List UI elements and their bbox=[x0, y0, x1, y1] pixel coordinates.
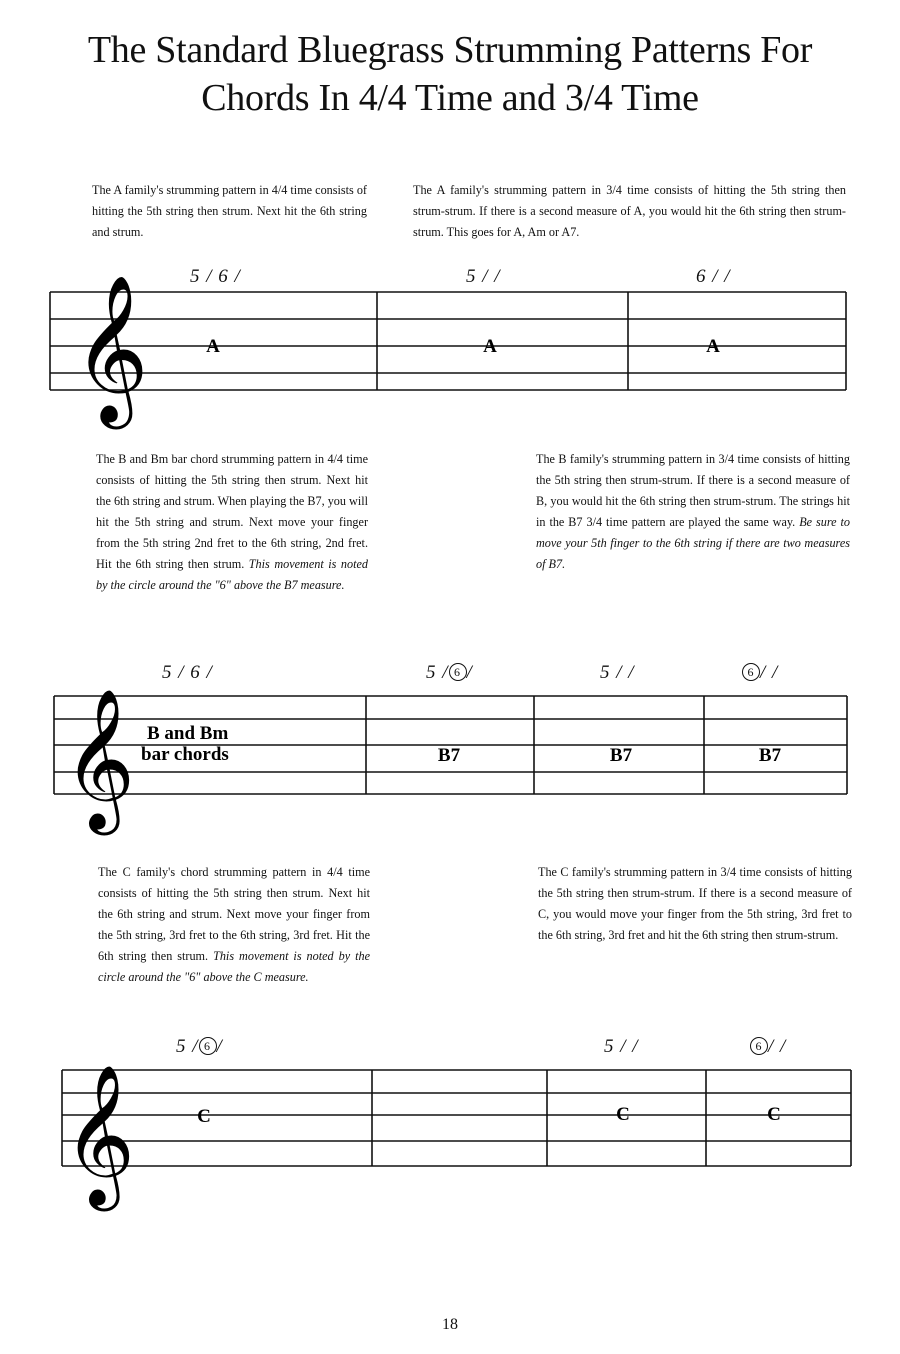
page-number: 18 bbox=[442, 1316, 458, 1333]
a-chord-2: A bbox=[483, 336, 497, 357]
c-4-4-text: The C family's chord strumming pattern in 4/4 time consists of hitting the 5th string then strum. Next hit the 6th string and strum. Next move your finger from the 5th string, 3rd fret to the 6th string, 3rd fret. Hit the 6th string then strum. bbox=[98, 865, 370, 963]
treble-clef-icon: 𝄞 bbox=[63, 1063, 136, 1205]
c-4-4-description bbox=[98, 862, 370, 988]
c-4-4-italic-note: This movement is noted by the circle around the "6" above the C measure. bbox=[98, 949, 370, 984]
b-4-4-italic-note: This movement is noted by the circle around the "6" above the B7 measure. bbox=[96, 557, 368, 592]
b-count-2-circled-6: 6 bbox=[449, 663, 467, 681]
b-chord-1: B7 bbox=[437, 745, 461, 766]
c-count-1-circled-6: 6 bbox=[199, 1037, 217, 1055]
a-count-3: 6 / / bbox=[696, 266, 731, 287]
b-3-4-text: The B family's strumming pattern in 3/4 time consists of hitting the 5th string then strum-strum. If there is a second measure of B, you would hit the 6th string then strum-strum. The strings hit in the B7 3/4 time pattern are played the same way. bbox=[536, 452, 850, 529]
c-3-4-description: The C family's strumming pattern in 3/4 time consists of hitting the 5th string then strum-strum. If there is a second measure of C, you would move your finger from the 5th string, 3rd fret to the 6th string, 3rd fret and hit the 6th string then strum-strum. bbox=[538, 865, 852, 942]
b-count-4 bbox=[742, 662, 778, 684]
c-count-1 bbox=[176, 1036, 223, 1058]
b-count-4-circled-6: 6 bbox=[742, 663, 760, 681]
b-chord-label-line-1: B and Bm bbox=[147, 723, 229, 744]
title-line-1: The Standard Bluegrass Strumming Patterns For bbox=[87, 29, 813, 71]
b-count-2-post: / bbox=[466, 662, 473, 683]
b-chord-3: B7 bbox=[758, 745, 782, 766]
b-count-3-text: 5 / / bbox=[600, 662, 635, 683]
c-count-2-text: 5 / / bbox=[604, 1036, 639, 1057]
c-count-1-post: / bbox=[216, 1036, 223, 1057]
a-chord-1: A bbox=[206, 336, 220, 357]
b-count-1 bbox=[162, 662, 213, 684]
page-title bbox=[0, 26, 900, 122]
c-count-2 bbox=[604, 1036, 639, 1058]
a-count-1: 5 / 6 / bbox=[190, 266, 241, 287]
a-chord-3: A bbox=[706, 336, 720, 357]
b-count-2-pre: 5 / bbox=[426, 662, 449, 683]
b-3-4-italic-note: Be sure to move your 5th finger to the 6th string if there are two measures of B7. bbox=[536, 515, 850, 571]
c-count-3-circled-6: 6 bbox=[750, 1037, 768, 1055]
c-chord-3: C bbox=[767, 1104, 781, 1125]
b-chord-label-line-2: bar chords bbox=[141, 744, 229, 765]
b-count-3 bbox=[600, 662, 635, 684]
c-count-3 bbox=[750, 1036, 786, 1058]
c-count-1-pre: 5 / bbox=[176, 1036, 199, 1057]
treble-clef-icon: 𝄞 bbox=[63, 687, 136, 829]
b-3-4-description bbox=[536, 449, 850, 575]
a-3-4-description: The A family's strumming pattern in 3/4 time consists of hitting the 5th string then strum-strum. If there is a second measure of A, you would hit the 6th string then strum-strum. This goes for A, Am or A7. bbox=[413, 183, 846, 239]
c-count-3-post: / / bbox=[768, 1036, 787, 1057]
b-4-4-description bbox=[96, 449, 368, 596]
c-staff bbox=[52, 1056, 872, 1206]
treble-clef-icon: 𝄞 bbox=[73, 274, 149, 423]
b-count-4-post: / / bbox=[760, 662, 779, 683]
b-count-1-text: 5 / 6 / bbox=[162, 662, 213, 683]
b-chord-2: B7 bbox=[609, 745, 633, 766]
c-chord-1: C bbox=[197, 1106, 211, 1127]
b-4-4-text: The B and Bm bar chord strumming pattern in 4/4 time consists of hitting the 5th string then strum. Next hit the 6th string and strum. When playing the B7, you will hit the 5th string and strum. Next move your finger from the 5th string 2nd fret to the 6th string, 2nd fret. Hit the 6th string then strum. bbox=[96, 452, 368, 571]
title-line-2: Chords In 4/4 Time and 3/4 Time bbox=[201, 77, 699, 119]
b-count-2 bbox=[426, 662, 473, 684]
a-count-2: 5 / / bbox=[466, 266, 501, 287]
a-4-4-description: The A family's strumming pattern in 4/4 time consists of hitting the 5th string then strum. Next hit the 6th string and strum. bbox=[92, 183, 367, 239]
c-chord-2: C bbox=[616, 1104, 630, 1125]
b-staff bbox=[44, 682, 864, 832]
